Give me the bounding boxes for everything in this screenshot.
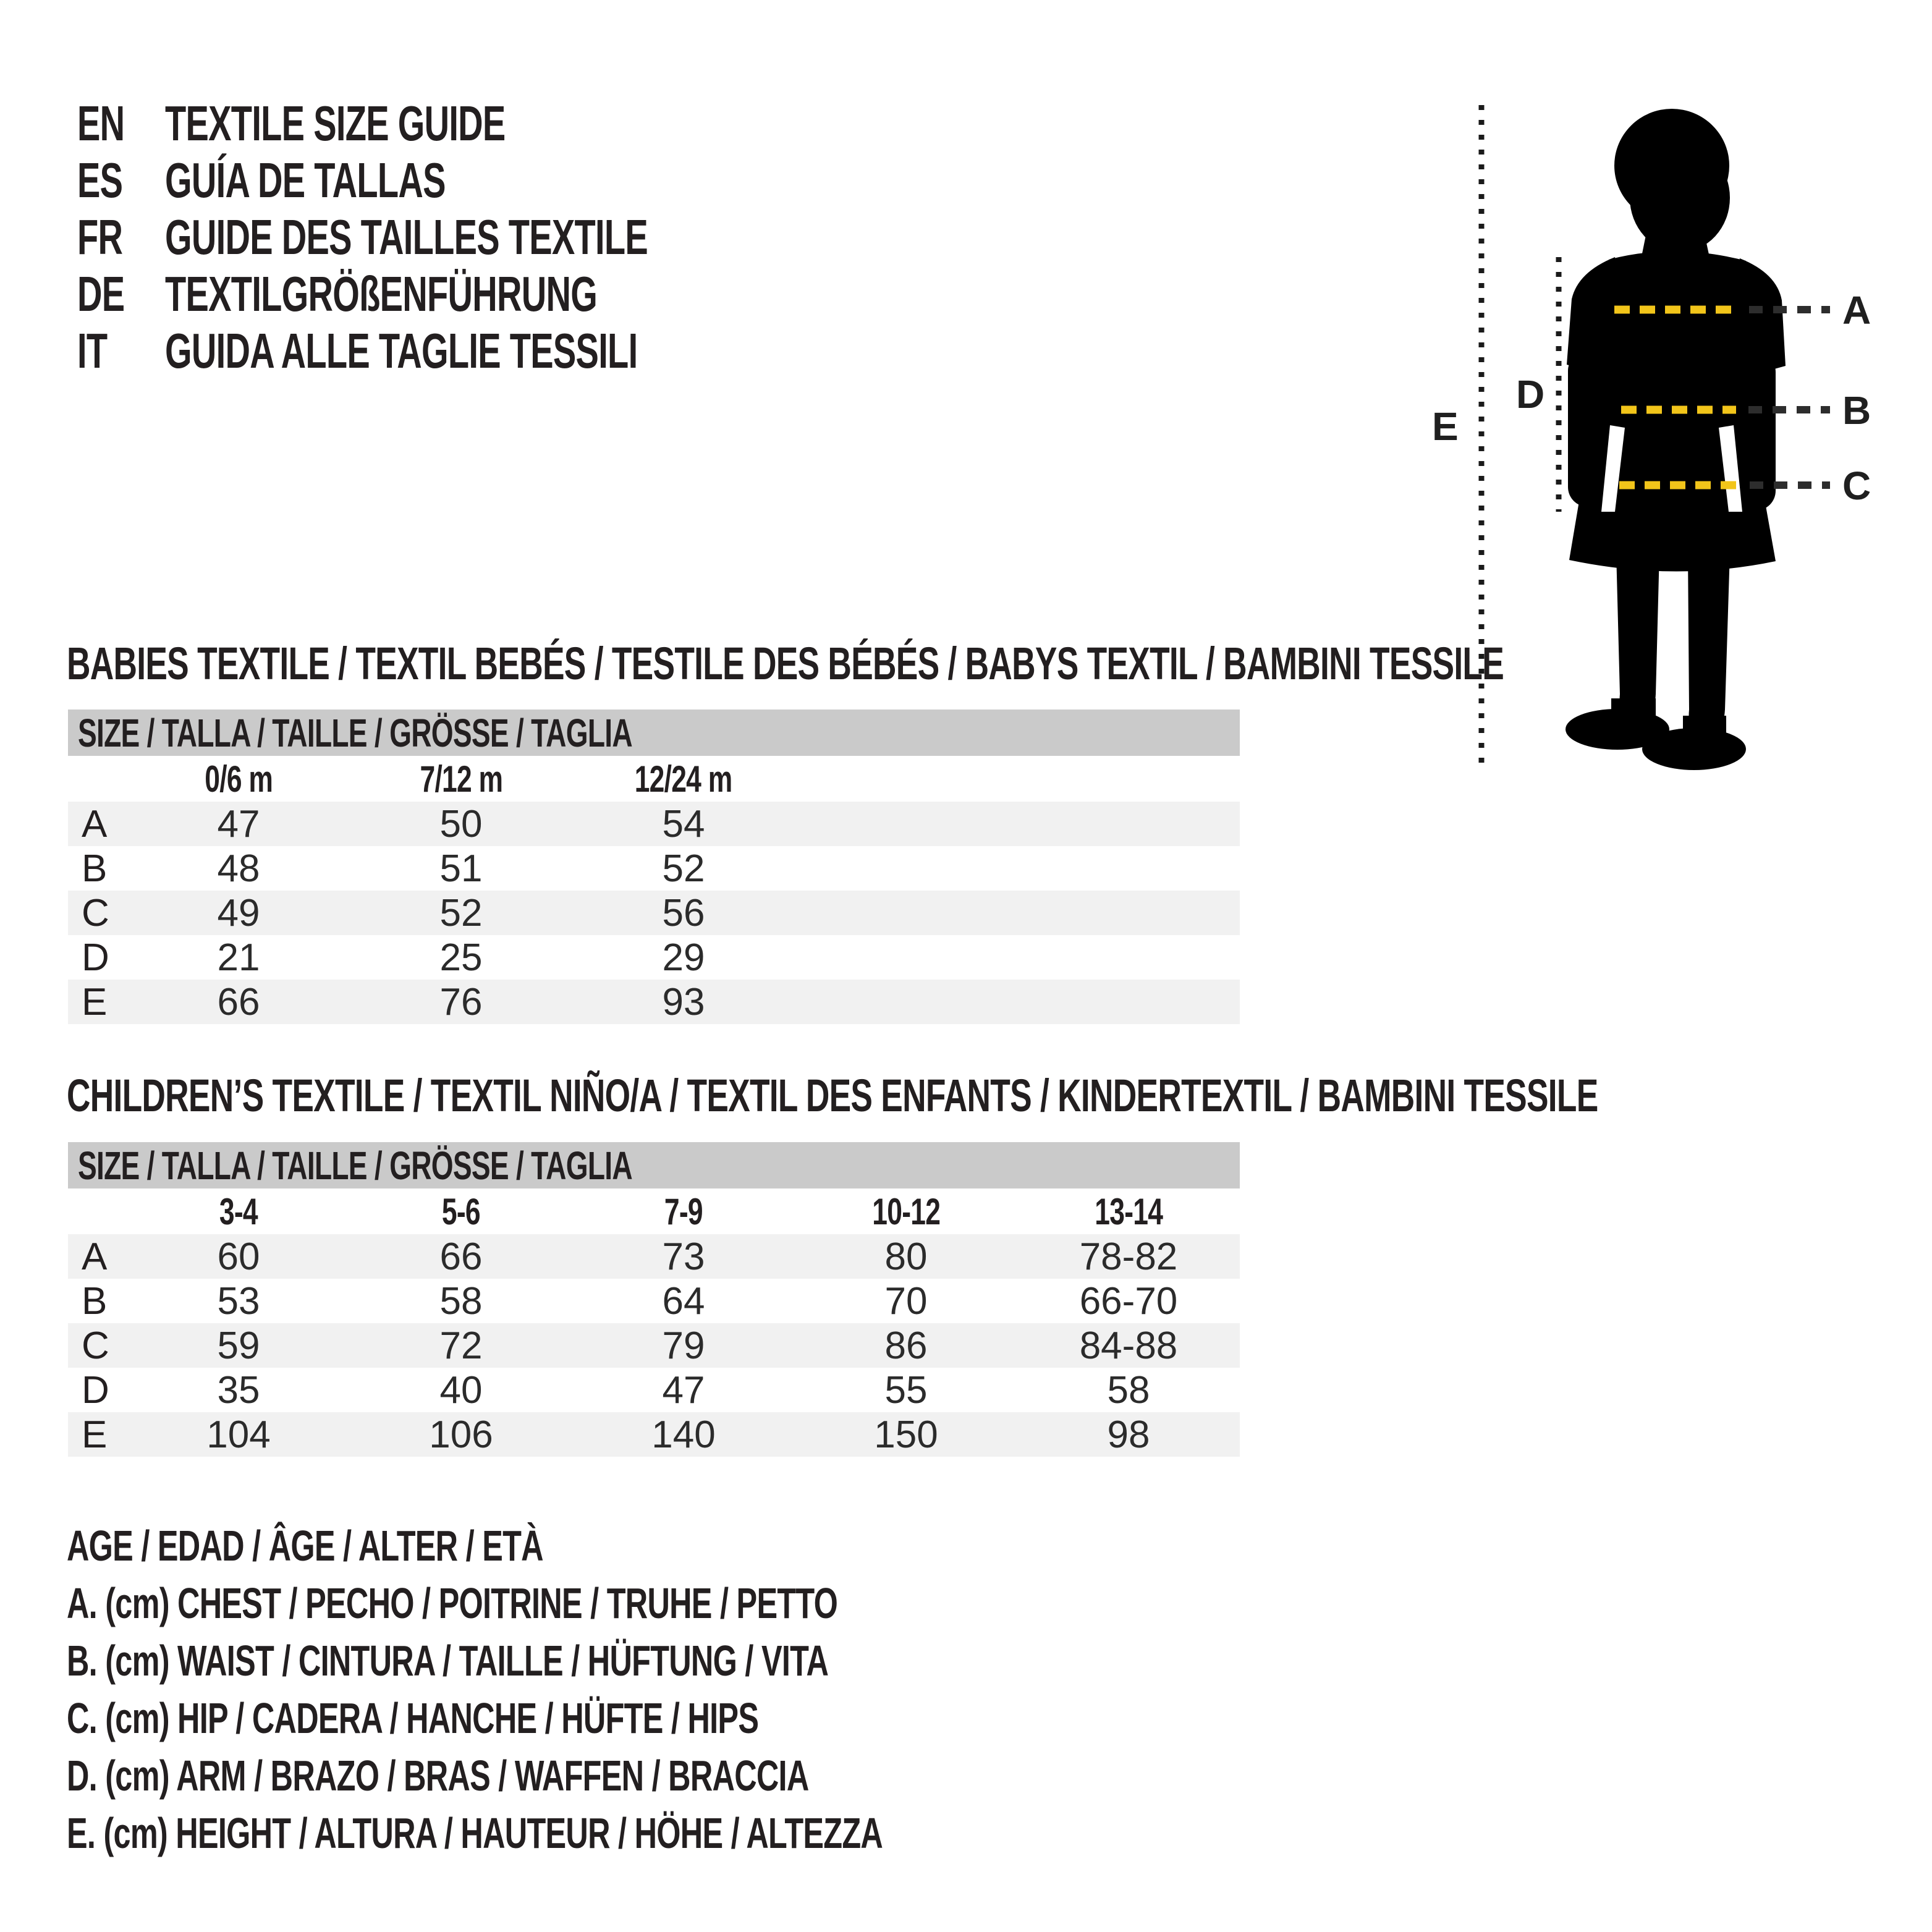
cell-value: 49 (217, 891, 260, 934)
cell-value: 55 (884, 1368, 928, 1412)
row-label: C (82, 891, 109, 934)
children-col-1: 5-6 (442, 1190, 480, 1232)
lang-row-it (77, 323, 855, 379)
children-section-title-text: CHILDREN’S TEXTILE / TEXTIL NIÑO/A / TEXTIL DES ENFANTS / KINDERTEXTIL / BAMBINI TESSILE (67, 1069, 1598, 1121)
cell-value: 58 (1107, 1368, 1150, 1412)
row-label: D (82, 1368, 109, 1412)
cell-value: 48 (217, 847, 260, 890)
lang-code-it: IT (77, 323, 108, 378)
babies-col-1: 7/12 m (420, 758, 502, 800)
cell-value: 56 (662, 891, 705, 934)
lang-row-de (77, 266, 855, 323)
row-label: C (82, 1324, 109, 1367)
lang-row-es (77, 152, 855, 209)
cell-value: 98 (1107, 1413, 1150, 1456)
table-row (68, 802, 1240, 846)
cell-value: 106 (429, 1413, 493, 1456)
cell-value: 93 (662, 980, 705, 1023)
table-row (68, 1368, 1240, 1412)
legend-waist-line: B. (cm) WAIST / CINTURA / TAILLE / HÜFTUNG / VITA (67, 1636, 829, 1685)
title-it: GUIDA ALLE TAGLIE TESSILI (165, 323, 638, 378)
table-row (68, 1279, 1240, 1323)
title-es: GUÍA DE TALLAS (165, 153, 446, 208)
babies-column-header-row (68, 756, 1240, 802)
label-c: C (1842, 464, 1871, 508)
babies-size-header-bar (68, 710, 1240, 756)
legend-arm-line: D. (cm) ARM / BRAZO / BRAS / WAFFEN / BRACCIA (67, 1751, 809, 1800)
cell-value: 35 (217, 1368, 260, 1412)
legend-height-line: E. (cm) HEIGHT / ALTURA / HAUTEUR / HÖHE / ALTEZZA (67, 1808, 883, 1857)
babies-size-table (68, 756, 1240, 1024)
table-row (68, 1234, 1240, 1279)
row-label: D (82, 936, 109, 979)
cell-value: 66 (217, 980, 260, 1023)
cell-value: 150 (874, 1413, 938, 1456)
legend-hip-line: C. (cm) HIP / CADERA / HANCHE / HÜFTE / HIPS (67, 1693, 759, 1742)
cell-value: 66-70 (1079, 1279, 1178, 1323)
label-d: D (1516, 372, 1545, 417)
table-row (68, 846, 1240, 891)
cell-value: 79 (662, 1324, 705, 1367)
cell-value: 66 (439, 1235, 483, 1278)
cell-value: 64 (662, 1279, 705, 1323)
row-label: E (82, 1413, 108, 1456)
cell-value: 70 (884, 1279, 928, 1323)
lang-code-en: EN (77, 96, 125, 151)
cell-value: 60 (217, 1235, 260, 1278)
children-col-3: 10-12 (872, 1190, 940, 1232)
children-col-4: 13-14 (1095, 1190, 1163, 1232)
title-fr: GUIDE DES TAILLES TEXTILE (165, 210, 648, 265)
row-label: B (82, 847, 108, 890)
cell-value: 40 (439, 1368, 483, 1412)
cell-value: 52 (662, 847, 705, 890)
children-col-2: 7-9 (664, 1190, 703, 1232)
table-row (68, 891, 1240, 935)
cell-value: 140 (651, 1413, 716, 1456)
legend-chest-line: A. (cm) CHEST / PECHO / POITRINE / TRUHE / PETTO (67, 1578, 838, 1627)
cell-value: 54 (662, 802, 705, 845)
label-b: B (1842, 388, 1871, 433)
row-label: A (82, 1235, 108, 1278)
language-title-block (77, 95, 855, 379)
cell-value: 52 (439, 891, 483, 934)
cell-value: 47 (662, 1368, 705, 1412)
cell-value: 58 (439, 1279, 483, 1323)
table-row (68, 1412, 1240, 1457)
children-section-title (67, 1067, 1932, 1123)
lang-row-en (77, 95, 855, 152)
cell-value: 59 (217, 1324, 260, 1367)
lang-code-de: DE (77, 266, 125, 321)
title-en: TEXTILE SIZE GUIDE (165, 96, 506, 151)
babies-col-0: 0/6 m (205, 758, 273, 800)
table-row (68, 935, 1240, 980)
cell-value: 25 (439, 936, 483, 979)
measurement-legend (67, 1517, 1200, 1862)
lang-code-es: ES (77, 153, 123, 208)
legend-age-line: AGE / EDAD / ÂGE / ALTER / ETÀ (67, 1521, 543, 1570)
cell-value: 76 (439, 980, 483, 1023)
cell-value: 29 (662, 936, 705, 979)
table-row (68, 1323, 1240, 1368)
row-label: B (82, 1279, 108, 1323)
babies-col-2: 12/24 m (635, 758, 732, 800)
title-de: TEXTILGRÖßENFÜHRUNG (165, 266, 598, 321)
children-size-header-text: SIZE / TALLA / TAILLE / GRÖSSE / TAGLIA (78, 1143, 632, 1188)
children-size-header-bar (68, 1142, 1240, 1188)
cell-value: 80 (884, 1235, 928, 1278)
cell-value: 50 (439, 802, 483, 845)
children-column-header-row (68, 1188, 1240, 1234)
children-col-0: 3-4 (219, 1190, 258, 1232)
row-label: E (82, 980, 108, 1023)
cell-value: 104 (206, 1413, 271, 1456)
lang-row-fr (77, 209, 855, 266)
cell-value: 78-82 (1079, 1235, 1178, 1278)
babies-section-title (67, 635, 1932, 691)
cell-value: 72 (439, 1324, 483, 1367)
babies-size-header-text: SIZE / TALLA / TAILLE / GRÖSSE / TAGLIA (78, 710, 632, 755)
children-size-table (68, 1188, 1240, 1457)
babies-section-title-text: BABIES TEXTILE / TEXTIL BEBÉS / TESTILE DES BÉBÉS / BABYS TEXTIL / BAMBINI TESSILE (67, 637, 1504, 689)
label-e: E (1432, 404, 1459, 449)
cell-value: 21 (217, 936, 260, 979)
cell-value: 84-88 (1079, 1324, 1178, 1367)
label-a: A (1842, 288, 1871, 333)
cell-value: 51 (439, 847, 483, 890)
cell-value: 47 (217, 802, 260, 845)
lang-code-fr: FR (77, 210, 123, 265)
row-label: A (82, 802, 108, 845)
cell-value: 73 (662, 1235, 705, 1278)
cell-value: 86 (884, 1324, 928, 1367)
cell-value: 53 (217, 1279, 260, 1323)
table-row (68, 980, 1240, 1024)
